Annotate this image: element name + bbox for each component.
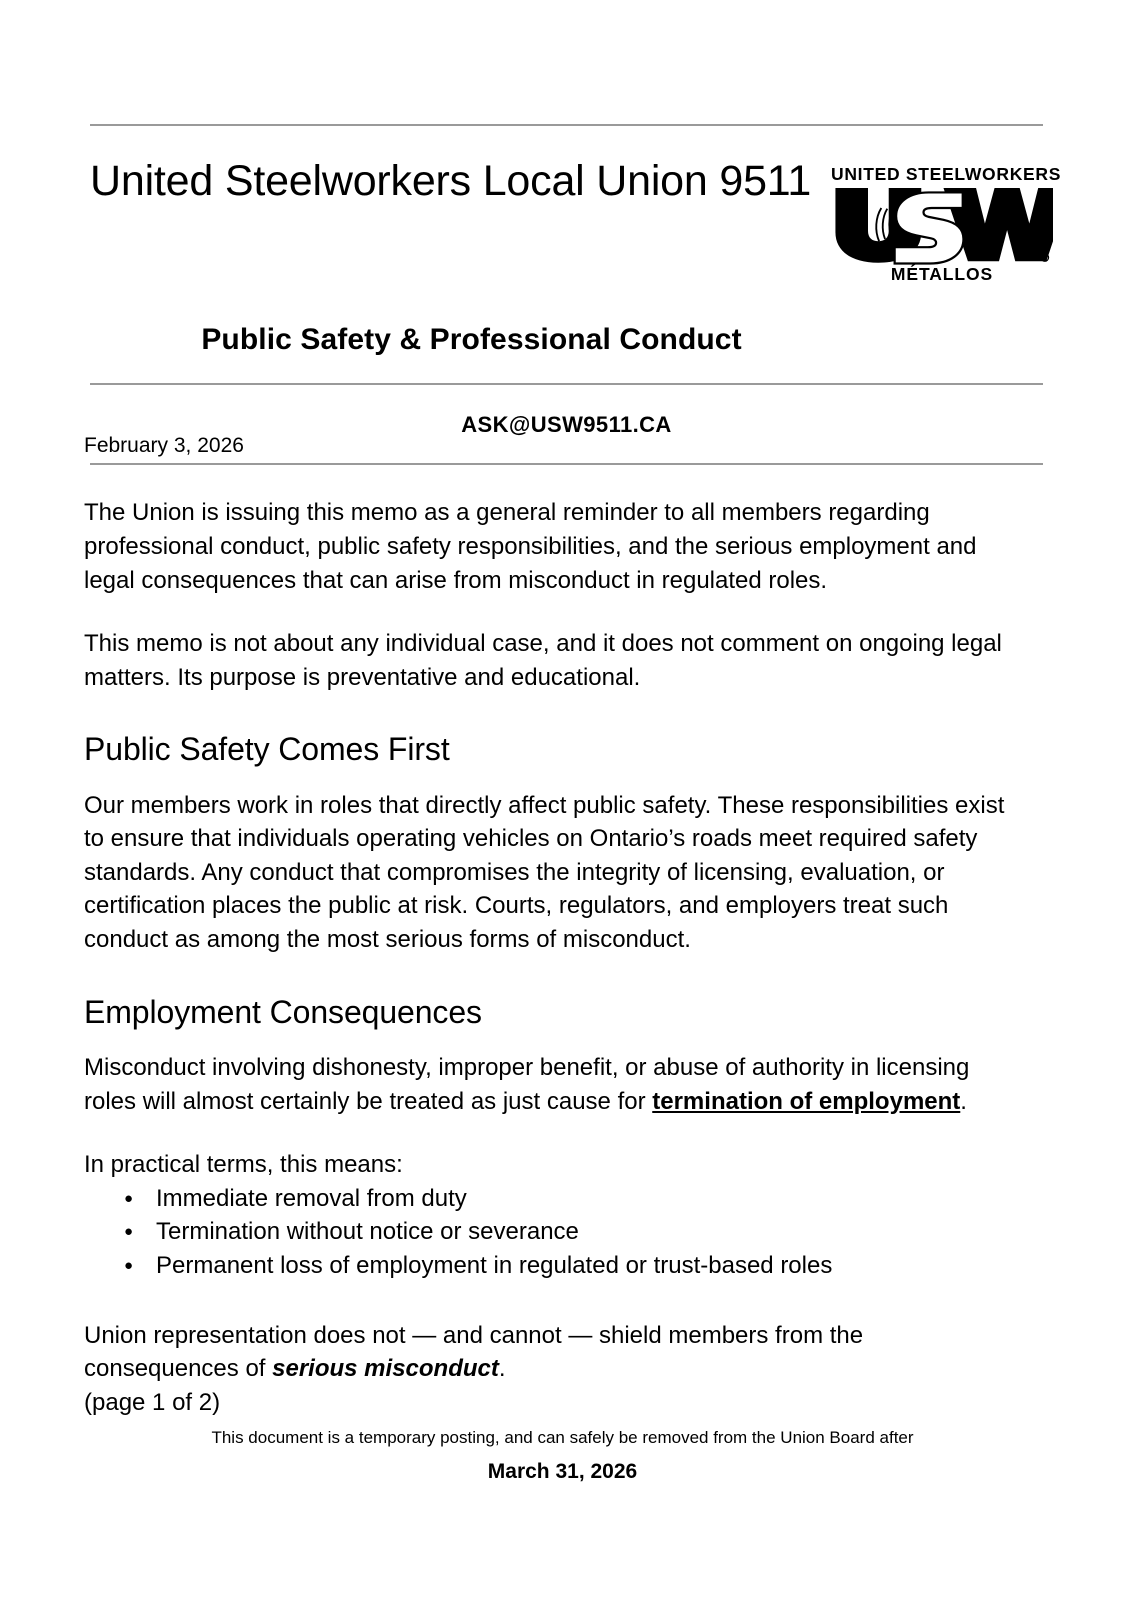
page-subtitle: Public Safety & Professional Conduct [201,323,742,356]
page-marker: (page 1 of 2) [84,1388,221,1416]
logo-top-text: UNITED STEELWORKERS [831,164,1062,184]
bullet-list-intro: In practical terms, this means: [84,1151,403,1179]
closing-before: Union representation does not — and cannot — shield members from the consequences of [84,1321,864,1383]
usw-logo [831,164,1062,284]
svg-text:R: R [1042,255,1047,262]
footer-removal-date: March 31, 2026 [487,1459,638,1483]
section-heading-employment-consequences: Employment Consequences [84,993,482,1030]
memo-date: February 3, 2026 [84,434,244,457]
contact-email[interactable]: ASK@USW9511.CA [461,412,672,437]
spacer [84,460,1019,496]
spacer [84,694,1019,730]
employment-lead-emphasis: termination of employment [652,1087,961,1115]
closing-after: . [498,1355,506,1383]
employment-lead-after: . [960,1087,967,1115]
employment-lead-paragraph [84,1051,1019,1118]
intro-paragraph-2: This memo is not about any individual case, and it does not comment on ongoing legal matters. Its purpose is preventative and educational. [84,630,1002,691]
spacer [84,597,1019,627]
employment-lead-before: Misconduct involving dishonesty, improper benefit, or abuse of authority in licensing roles will almost certainly be treated as just cause for [84,1054,970,1115]
spacer [84,957,1019,993]
section-heading-public-safety: Public Safety Comes First [84,731,450,768]
list-item: ● Termination without notice or severance [84,1215,1019,1249]
list-item: ● Permanent loss of employment in regulated or trust-based roles [84,1249,1019,1283]
spacer [84,1031,1019,1051]
usw-wordmark-icon [831,185,1053,265]
title-column [90,158,831,205]
section-body-public-safety: Our members work in roles that directly affect public safety. These responsibilities exist to ensure that individuals operating vehicles on Ontario’s roads meet required safety standards. Any conduct that compromises the integrity of licensing, evaluation, or certification places the public at risk. Courts, regulators, and employers treat such conduct as among the most serious forms of misconduct. [84,791,1005,954]
document-footer [0,1425,1125,1487]
title-row [90,126,1062,284]
intro-paragraph-1: The Union is issuing this memo as a general reminder to all members regarding professional conduct, public safety responsibilities, and the serious employment and legal consequences that can arise from misconduct in regulated roles. [84,499,977,594]
closing-emphasis: serious misconduct [272,1355,499,1383]
footer-notice: This document is a temporary posting, and can safely be removed from the Union Board after [211,1428,914,1447]
list-item: ● Immediate removal from duty [84,1182,1019,1216]
spacer [84,1118,1019,1148]
consequences-list [84,1182,1019,1283]
spacer [84,1283,1019,1319]
closing-paragraph [84,1319,1019,1386]
memo-body [84,432,1019,1419]
spacer [84,769,1019,789]
logo-bottom-text: MÉTALLOS [890,263,994,284]
document-header [90,124,1062,465]
page-title: United Steelworkers Local Union 9511 [90,157,812,205]
